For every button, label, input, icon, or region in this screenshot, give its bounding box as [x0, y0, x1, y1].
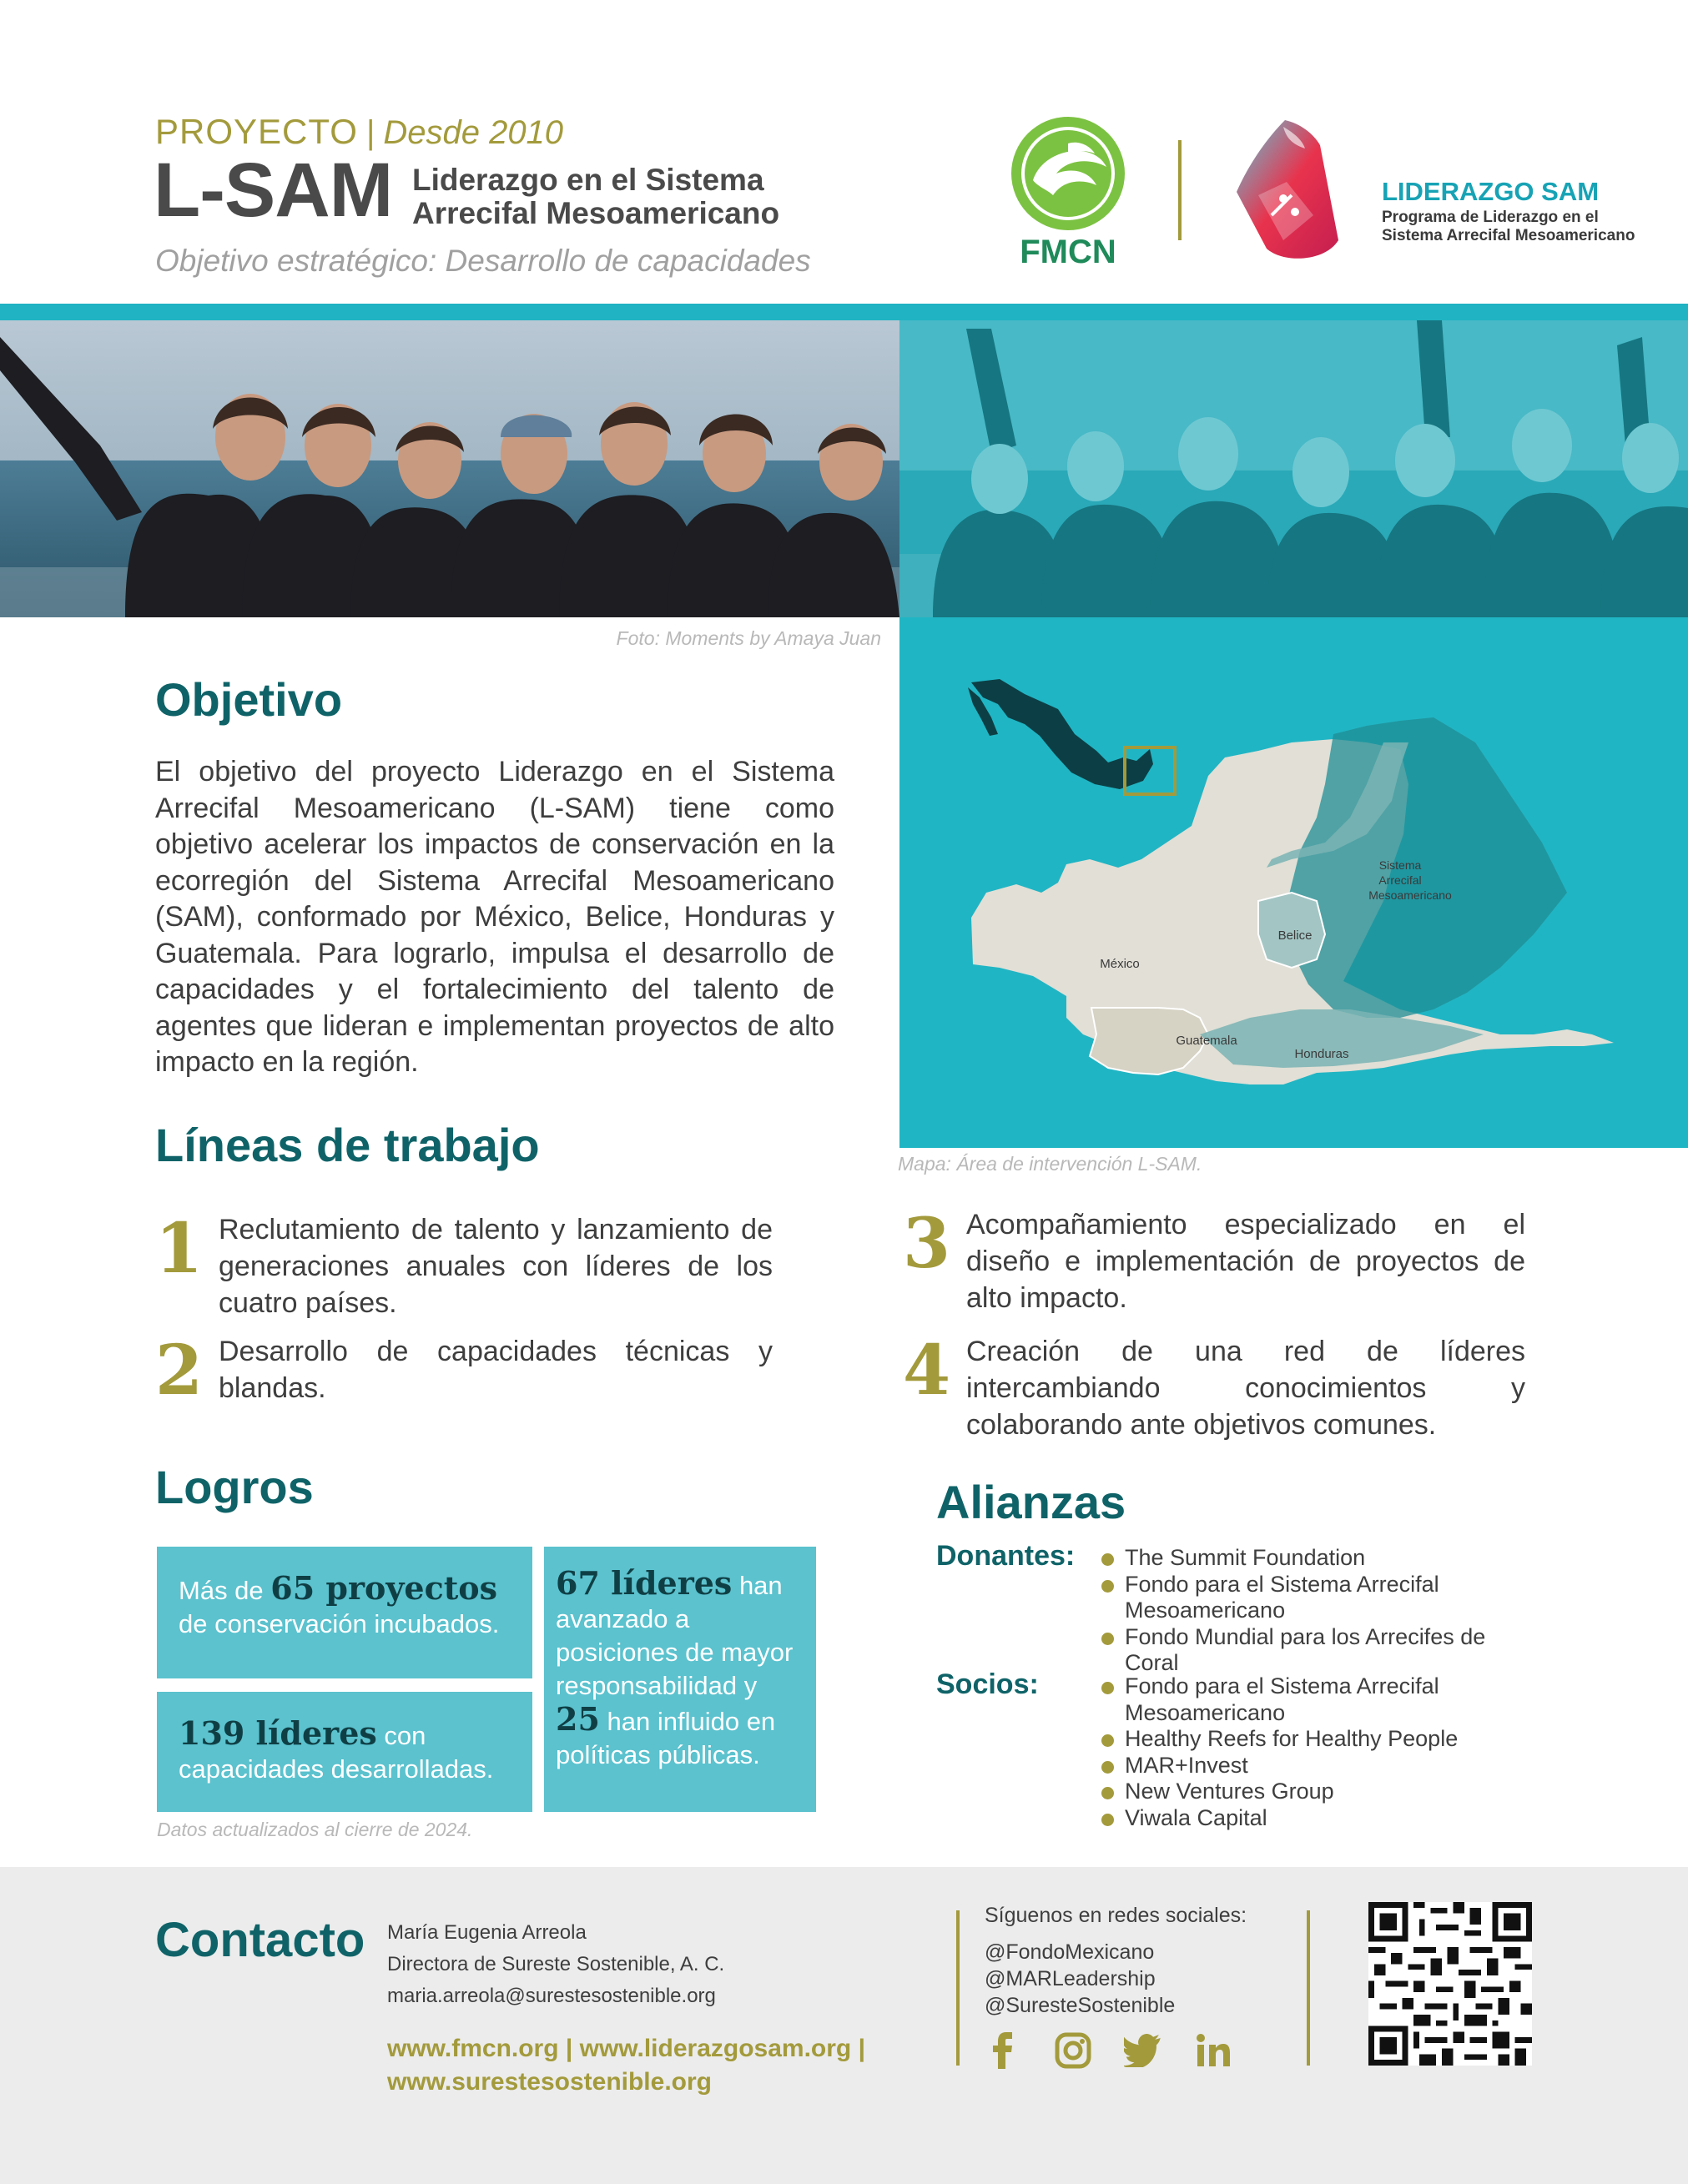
list-item: Fondo Mundial para los Arrecifes de Coral — [1098, 1624, 1532, 1677]
photo-caption: Foto: Moments by Amaya Juan — [616, 627, 881, 649]
map-label-guatemala: Guatemala — [1176, 1034, 1237, 1048]
alianzas-heading: Alianzas — [936, 1476, 1126, 1528]
achievement-figure: 67 líderes — [556, 1564, 733, 1602]
map-label-sam-1: Sistema — [1378, 858, 1422, 872]
contact-info — [387, 1917, 724, 2012]
donantes-label: Donantes: — [936, 1540, 1076, 1572]
project-subtitle — [412, 164, 779, 230]
work-line-number: 2 — [155, 1331, 204, 1411]
instagram-icon[interactable] — [1053, 2031, 1093, 2071]
objetivo-body: El objetivo del proyecto Liderazgo en el Sistema Arrecifal Mesoamericano (L-SAM) tiene como objetivo acelerar los impactos de conservación en la ecorregión del Sistema Arrecifal Mesoamericano (SAM), conformado por México, Belice, Honduras y Guatemala. Para lograrlo, impulsa el desarrollo de capacidades y el fortalecimiento del talento de agentes que lideran e implementan proyectos de alto impacto en la región. — [155, 756, 834, 1078]
contact-name: María Eugenia Arreola — [387, 1921, 587, 1944]
map-label-mexico: México — [1100, 957, 1140, 971]
social-icons — [983, 2031, 1233, 2071]
list-item: Fondo para el Sistema Arrecifal Mesoamericano — [1098, 1673, 1532, 1726]
fmcn-logo-icon — [1010, 115, 1126, 232]
strategic-objective: Objetivo estratégico: Desarrollo de capacidades — [155, 244, 811, 278]
project-subtitle-line2: Arrecifal Mesoamericano — [412, 196, 780, 230]
social-handle-mar[interactable]: @MARLeadership — [985, 1967, 1156, 1990]
achievement-figure: 65 proyectos — [270, 1569, 498, 1607]
team-photo — [0, 320, 899, 617]
work-line-text: Desarrollo de capacidades técnicas y blandas. — [219, 1336, 773, 1404]
list-item: New Ventures Group — [1098, 1779, 1532, 1805]
map-label-sam-3: Mesoamericano — [1368, 888, 1452, 902]
work-line-text: Reclutamiento de talento y lanzamiento de generaciones anuales con líderes de los cuatro países. — [219, 1214, 773, 1319]
work-line-2 — [155, 1331, 773, 1411]
team-photo-tinted — [899, 320, 1688, 617]
project-separator: | — [365, 114, 375, 151]
project-since: Desde 2010 — [383, 114, 564, 151]
work-line-3 — [903, 1206, 1530, 1316]
contacto-heading: Contacto — [155, 1913, 365, 1967]
map-label-belice: Belice — [1277, 928, 1313, 943]
linkedin-icon[interactable] — [1193, 2031, 1233, 2071]
work-line-number: 3 — [903, 1204, 951, 1284]
work-line-4 — [903, 1333, 1530, 1443]
liderazgo-sam-logo-icon — [1233, 115, 1350, 265]
contact-role: Directora de Sureste Sostenible, A. C. — [387, 1953, 725, 1975]
project-subtitle-line1: Liderazgo en el Sistema — [412, 163, 764, 197]
work-line-number: 4 — [903, 1331, 951, 1411]
list-item: The Summit Foundation — [1098, 1545, 1532, 1572]
logros-heading: Logros — [155, 1461, 314, 1513]
achievement-figure: 25 — [556, 1700, 600, 1738]
web-links — [387, 2032, 921, 2099]
fmcn-label: FMCN — [1020, 234, 1116, 270]
list-item: MAR+Invest — [1098, 1753, 1532, 1779]
social-handle-fmcn[interactable]: @FondoMexicano — [985, 1940, 1155, 1964]
region-map — [899, 617, 1688, 1148]
work-line-text: Acompañamiento especializado en el diseño e implementación de proyectos de alto impacto. — [966, 1209, 1525, 1314]
social-handles — [985, 1939, 1175, 2019]
socios-list — [1098, 1673, 1532, 1831]
achievement-text: han influido en políticas públicas. — [556, 1707, 776, 1769]
achievement-box-advanced — [544, 1547, 816, 1812]
achievement-box-leaders — [157, 1692, 532, 1812]
data-caption: Datos actualizados al cierre de 2024. — [157, 1819, 473, 1840]
web-links-line1[interactable]: www.fmcn.org | www.liderazgosam.org | — [387, 2035, 865, 2062]
footer-divider — [1307, 1910, 1310, 2066]
donantes-list — [1098, 1545, 1532, 1677]
contact-email[interactable]: maria.arreola@surestesostenible.org — [387, 1985, 716, 2007]
social-handle-sureste[interactable]: @SuresteSostenible — [985, 1994, 1176, 2017]
map-panel — [899, 617, 1688, 1148]
work-line-number: 1 — [155, 1209, 204, 1289]
sam-title: LIDERAZGO SAM — [1382, 177, 1600, 206]
project-label — [155, 112, 563, 152]
facebook-icon[interactable] — [983, 2031, 1023, 2071]
sam-subtitle-line1: Programa de Liderazgo en el — [1382, 209, 1599, 226]
achievement-text: han avanzado a posiciones de mayor responsabilidad y — [556, 1571, 794, 1700]
achievement-figure: 139 líderes — [179, 1714, 377, 1752]
header-band — [0, 304, 1688, 320]
project-word: PROYECTO — [155, 112, 358, 151]
map-label-sam-2: Arrecifal — [1378, 873, 1422, 887]
sam-subtitle-line2: Sistema Arrecifal Mesoamericano — [1382, 227, 1635, 244]
work-line-1 — [155, 1211, 773, 1321]
list-item: Fondo para el Sistema Arrecifal Mesoamericano — [1098, 1572, 1532, 1624]
project-acronym: L-SAM — [154, 148, 393, 233]
achievement-text: Más de — [179, 1576, 271, 1605]
work-line-text: Creación de una red de líderes intercambiando conocimientos y colaborando ante objetivos comunes. — [966, 1336, 1525, 1441]
web-links-line2[interactable]: www.surestesostenible.org — [387, 2068, 712, 2096]
map-label-honduras: Honduras — [1294, 1047, 1349, 1061]
social-title: Síguenos en redes sociales: — [985, 1904, 1247, 1927]
logo-divider — [1178, 140, 1182, 240]
list-item: Healthy Reefs for Healthy People — [1098, 1726, 1532, 1753]
achievement-text: con capacidades desarrolladas. — [179, 1721, 494, 1784]
twitter-icon[interactable] — [1123, 2031, 1163, 2071]
footer-divider — [956, 1910, 960, 2066]
lineas-heading: Líneas de trabajo — [155, 1119, 540, 1171]
map-caption: Mapa: Área de intervención L-SAM. — [898, 1153, 1202, 1175]
achievement-text: de conservación incubados. — [179, 1609, 500, 1638]
qr-code-icon[interactable] — [1368, 1902, 1532, 2066]
achievement-box-projects — [157, 1547, 532, 1678]
list-item: Viwala Capital — [1098, 1805, 1532, 1832]
sam-subtitle — [1382, 209, 1635, 245]
socios-label: Socios: — [936, 1668, 1039, 1700]
objetivo-heading: Objetivo — [155, 673, 343, 726]
